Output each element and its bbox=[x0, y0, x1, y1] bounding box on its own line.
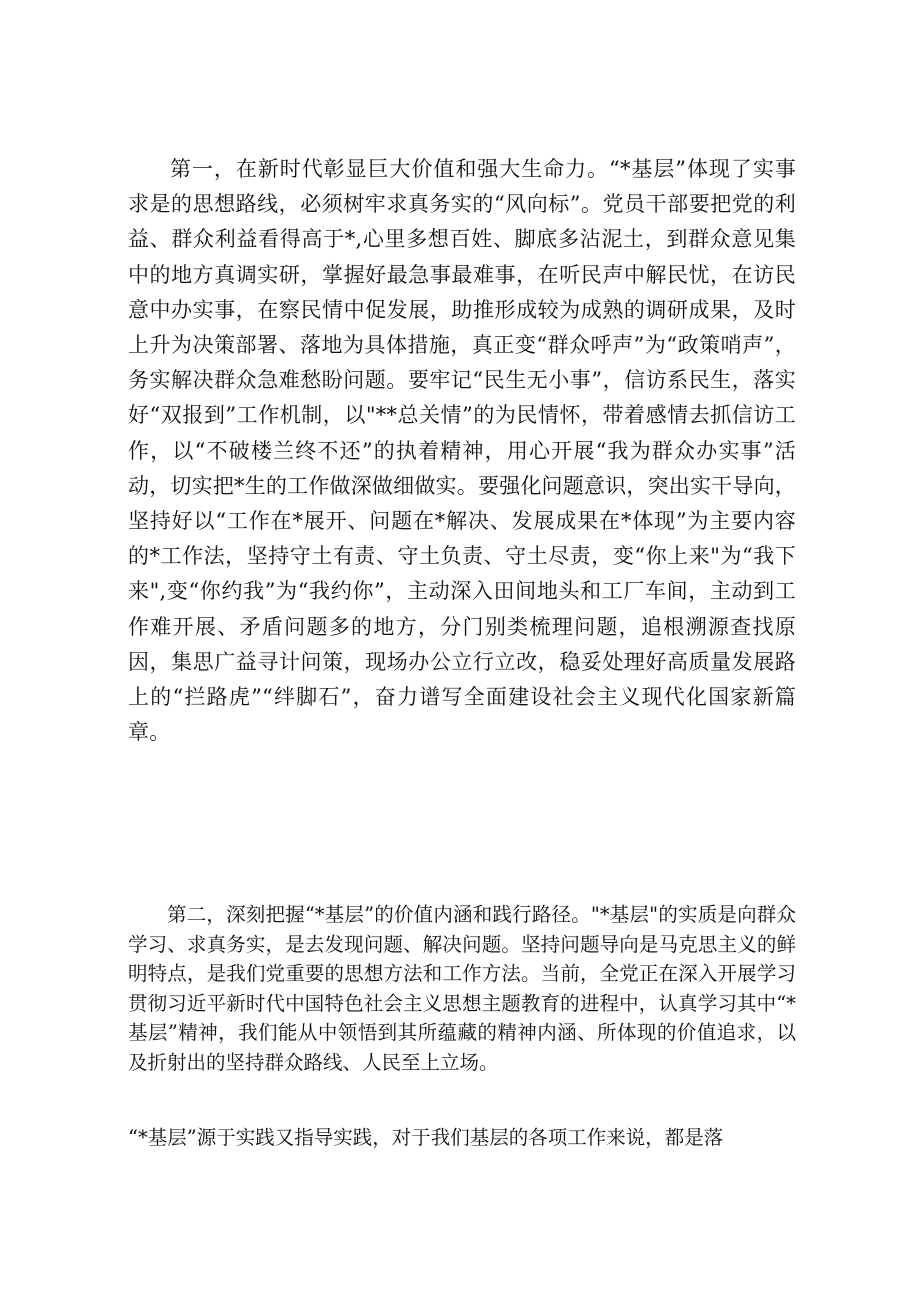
paragraph-second: 第二，深刻把握“*基层”的价值内涵和践行路径。"*基层"的实质是向群众学习、求真务实，是去发现问题、解决问题。坚持问题导向是马克思主义的鲜明特点，是我们党重要的思想方法和工作方法。当前，全党正在深入开展学习贯彻习近平新时代中国特色社会主义思想主题教育的进程中，认真学习其中“*基层”精神，我们能从中领悟到其所蕴藏的精神内涵、所体现的价值追求，以及折射出的坚持群众路线、人民至上立场。 bbox=[128, 903, 796, 1074]
paragraph-third: “*基层”源于实践又指导实践，对于我们基层的各项工作来说，都是落 bbox=[128, 1126, 724, 1149]
paragraph-first: 第一，在新时代彰显巨大价值和强大生命力。“*基层”体现了实事求是的思想路线，必须树牢求真务实的“风向标”。党员干部要把党的利益、群众利益看得高于*,心里多想百姓、脚底多沾泥土，到群众意见集中的地方真调实研，掌握好最急事最难事，在听民声中解民忧，在访民意中办实事，在察民情中促发展，助推形成较为成熟的调研成果，及时上升为决策部署、落地为具体措施，真正变“群众呼声”为“政策哨声”，务实解决群众急难愁盼问题。要牢记“民生无小事”，信访系民生，落实好“双报到”工作机制，以"**总关情”的为民情怀，带着感情去抓信访工作，以“不破楼兰终不还”的执着精神，用心开展“我为群众办实事”活动，切实把*生的工作做深做细做实。要强化问题意识，突出实干导向，坚持好以“工作在*展开、问题在*解决、发展成果在*体现”为主要内容的*工作法，坚持守土有责、守土负责、守土尽责，变“你上来"为“我下来",变“你约我”为“我约你”，主动深入田间地头和工厂车间，主动到工作难开展、矛盾问题多的地方，分门别类梳理问题，追根溯源查找原因，集思广益寻计问策，现场办公立行立改，稳妥处理好高质量发展路上的“拦路虎”“绊脚石”，奋力谱写全面建设社会主义现代化国家新篇章。 bbox=[128, 157, 796, 745]
